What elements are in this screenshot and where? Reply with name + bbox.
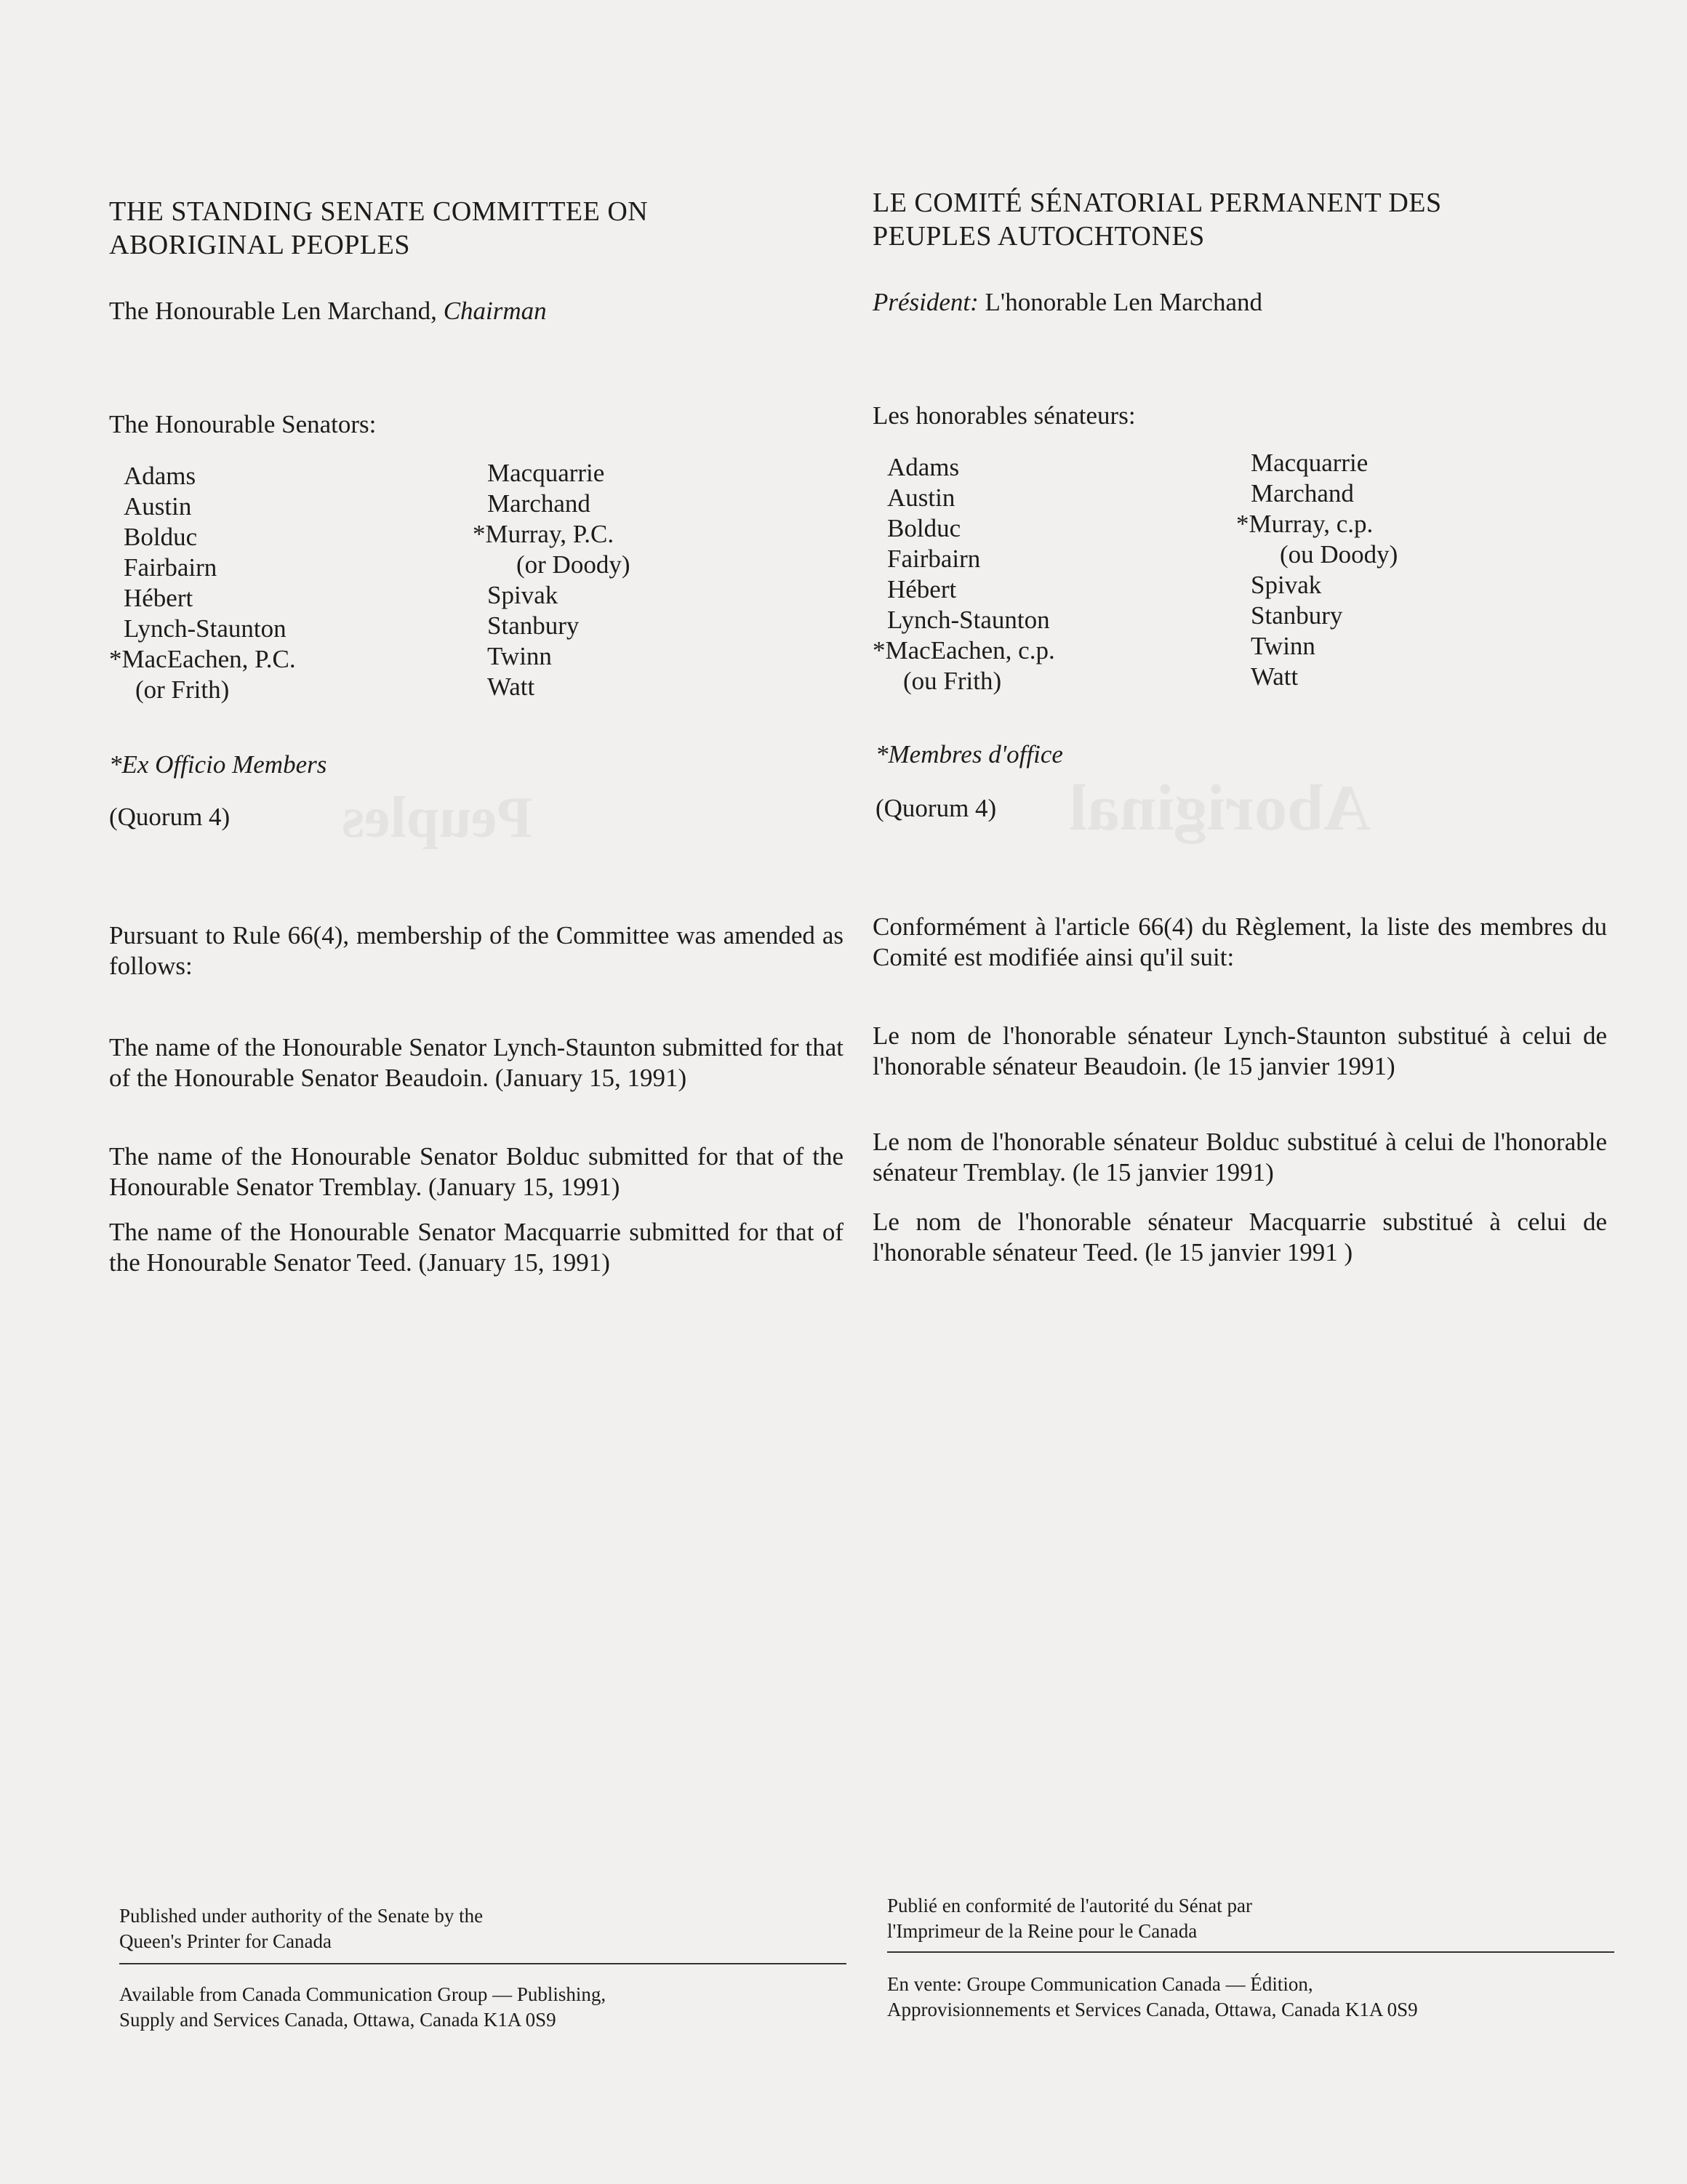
english-membership-change: The name of the Honourable Senator Bolduc submitted for that of the Honourable Senator Tremblay. (January 15, 1991)	[109, 1142, 844, 1201]
senator-name: Lynch-Staunton	[887, 606, 1050, 634]
english-senators-right-list	[473, 458, 630, 702]
show-through-text: Peuples	[342, 786, 533, 850]
senator-name: Bolduc	[124, 523, 198, 551]
senator-name: Twinn	[487, 642, 552, 670]
senator-name: Hébert	[887, 575, 957, 603]
show-through-text: Aboriginal	[1069, 772, 1371, 844]
senator-alternate: (or Doody)	[516, 550, 630, 579]
senator-name: Fairbairn	[887, 545, 981, 573]
senator-name: Macquarrie	[487, 459, 605, 487]
senator-name: Stanbury	[1251, 601, 1343, 630]
senator-name: Austin	[887, 483, 955, 512]
senator-name: Macquarrie	[1251, 449, 1369, 477]
english-senators-left-list	[109, 461, 296, 705]
senator-alternate: (or Frith)	[135, 675, 230, 704]
senator-name: Marchand	[1251, 479, 1354, 507]
english-quorum: (Quorum 4)	[109, 803, 231, 831]
french-membership-change: Le nom de l'honorable sénateur Lynch-Staunton substitué à celui de l'honorable sénateur Beaudoin. (le 15 janvier 1991)	[873, 1021, 1607, 1080]
english-pursuant-paragraph: Pursuant to Rule 66(4), membership of the Committee was amended as follows:	[109, 921, 844, 980]
senator-alternate: (ou Doody)	[1280, 540, 1398, 569]
english-chairman: The Honourable Len Marchand, Chairman	[109, 297, 547, 325]
senator-name: Spivak	[1251, 571, 1322, 599]
french-senators-right-list	[1236, 448, 1398, 692]
english-published-notice: Published under authority of the Senate by the Queen's Printer for Canada	[119, 1905, 484, 1952]
senator-name: Twinn	[1251, 632, 1315, 660]
english-footer-divider	[119, 1963, 846, 1964]
senator-name: Spivak	[487, 581, 558, 609]
senator-name: Stanbury	[487, 611, 580, 640]
english-membership-change: The name of the Honourable Senator Macquarrie submitted for that of the Honourable Senator Teed. (January 15, 1991)	[109, 1218, 844, 1277]
english-title: THE STANDING SENATE COMMITTEE ON ABORIGINAL PEOPLES	[109, 196, 649, 260]
english-membership-change: The name of the Honourable Senator Lynch-Staunton submitted for that of the Honourable Senator Beaudoin. (January 15, 1991)	[109, 1033, 844, 1092]
french-senators-left-list	[873, 452, 1055, 696]
english-senators-heading: The Honourable Senators:	[109, 410, 377, 438]
english-availability-notice: Available from Canada Communication Group — Publishing, Supply and Services Canada, Ottawa, Canada K1A 0S9	[119, 1983, 606, 2031]
senator-name: *MacEachen, P.C.	[109, 645, 296, 673]
french-published-notice: Publié en conformité de l'autorité du Sénat par l'Imprimeur de la Reine pour le Canada	[887, 1895, 1252, 1942]
senator-name: *Murray, P.C.	[473, 520, 614, 548]
french-senators-heading: Les honorables sénateurs:	[873, 401, 1136, 430]
senator-name: Adams	[124, 462, 196, 490]
senator-name: *Murray, c.p.	[1236, 510, 1374, 538]
senator-name: Fairbairn	[124, 553, 217, 582]
senator-name: Hébert	[124, 584, 193, 612]
french-footer-divider	[887, 1951, 1614, 1953]
senator-name: *MacEachen, c.p.	[873, 636, 1055, 665]
senator-name: Austin	[124, 492, 192, 521]
senator-name: Marchand	[487, 489, 590, 518]
senator-name: Lynch-Staunton	[124, 614, 286, 643]
senator-name: Adams	[887, 453, 960, 481]
french-membership-change: Le nom de l'honorable sénateur Bolduc substitué à celui de l'honorable sénateur Tremblay. (le 15 janvier 1991)	[873, 1128, 1607, 1187]
senator-name: Watt	[1251, 662, 1299, 691]
french-president: Président: L'honorable Len Marchand	[873, 288, 1262, 316]
french-ex-officio: *Membres d'office	[875, 740, 1063, 768]
english-ex-officio: *Ex Officio Members	[109, 750, 327, 779]
senator-alternate: (ou Frith)	[903, 667, 1002, 695]
french-title: LE COMITÉ SÉNATORIAL PERMANENT DES PEUPLES AUTOCHTONES	[873, 188, 1442, 252]
french-pursuant-paragraph: Conformément à l'article 66(4) du Règlement, la liste des membres du Comité est modifiée ainsi qu'il suit:	[873, 912, 1607, 971]
french-quorum: (Quorum 4)	[875, 794, 997, 822]
senator-name: Watt	[487, 673, 535, 701]
french-availability-notice: En vente: Groupe Communication Canada — Édition, Approvisionnements et Services Canada, Ottawa, Canada K1A 0S9	[887, 1973, 1418, 2020]
senator-name: Bolduc	[887, 514, 961, 542]
french-membership-change: Le nom de l'honorable sénateur Macquarrie substitué à celui de l'honorable sénateur Teed. (le 15 janvier 1991 )	[873, 1208, 1607, 1266]
